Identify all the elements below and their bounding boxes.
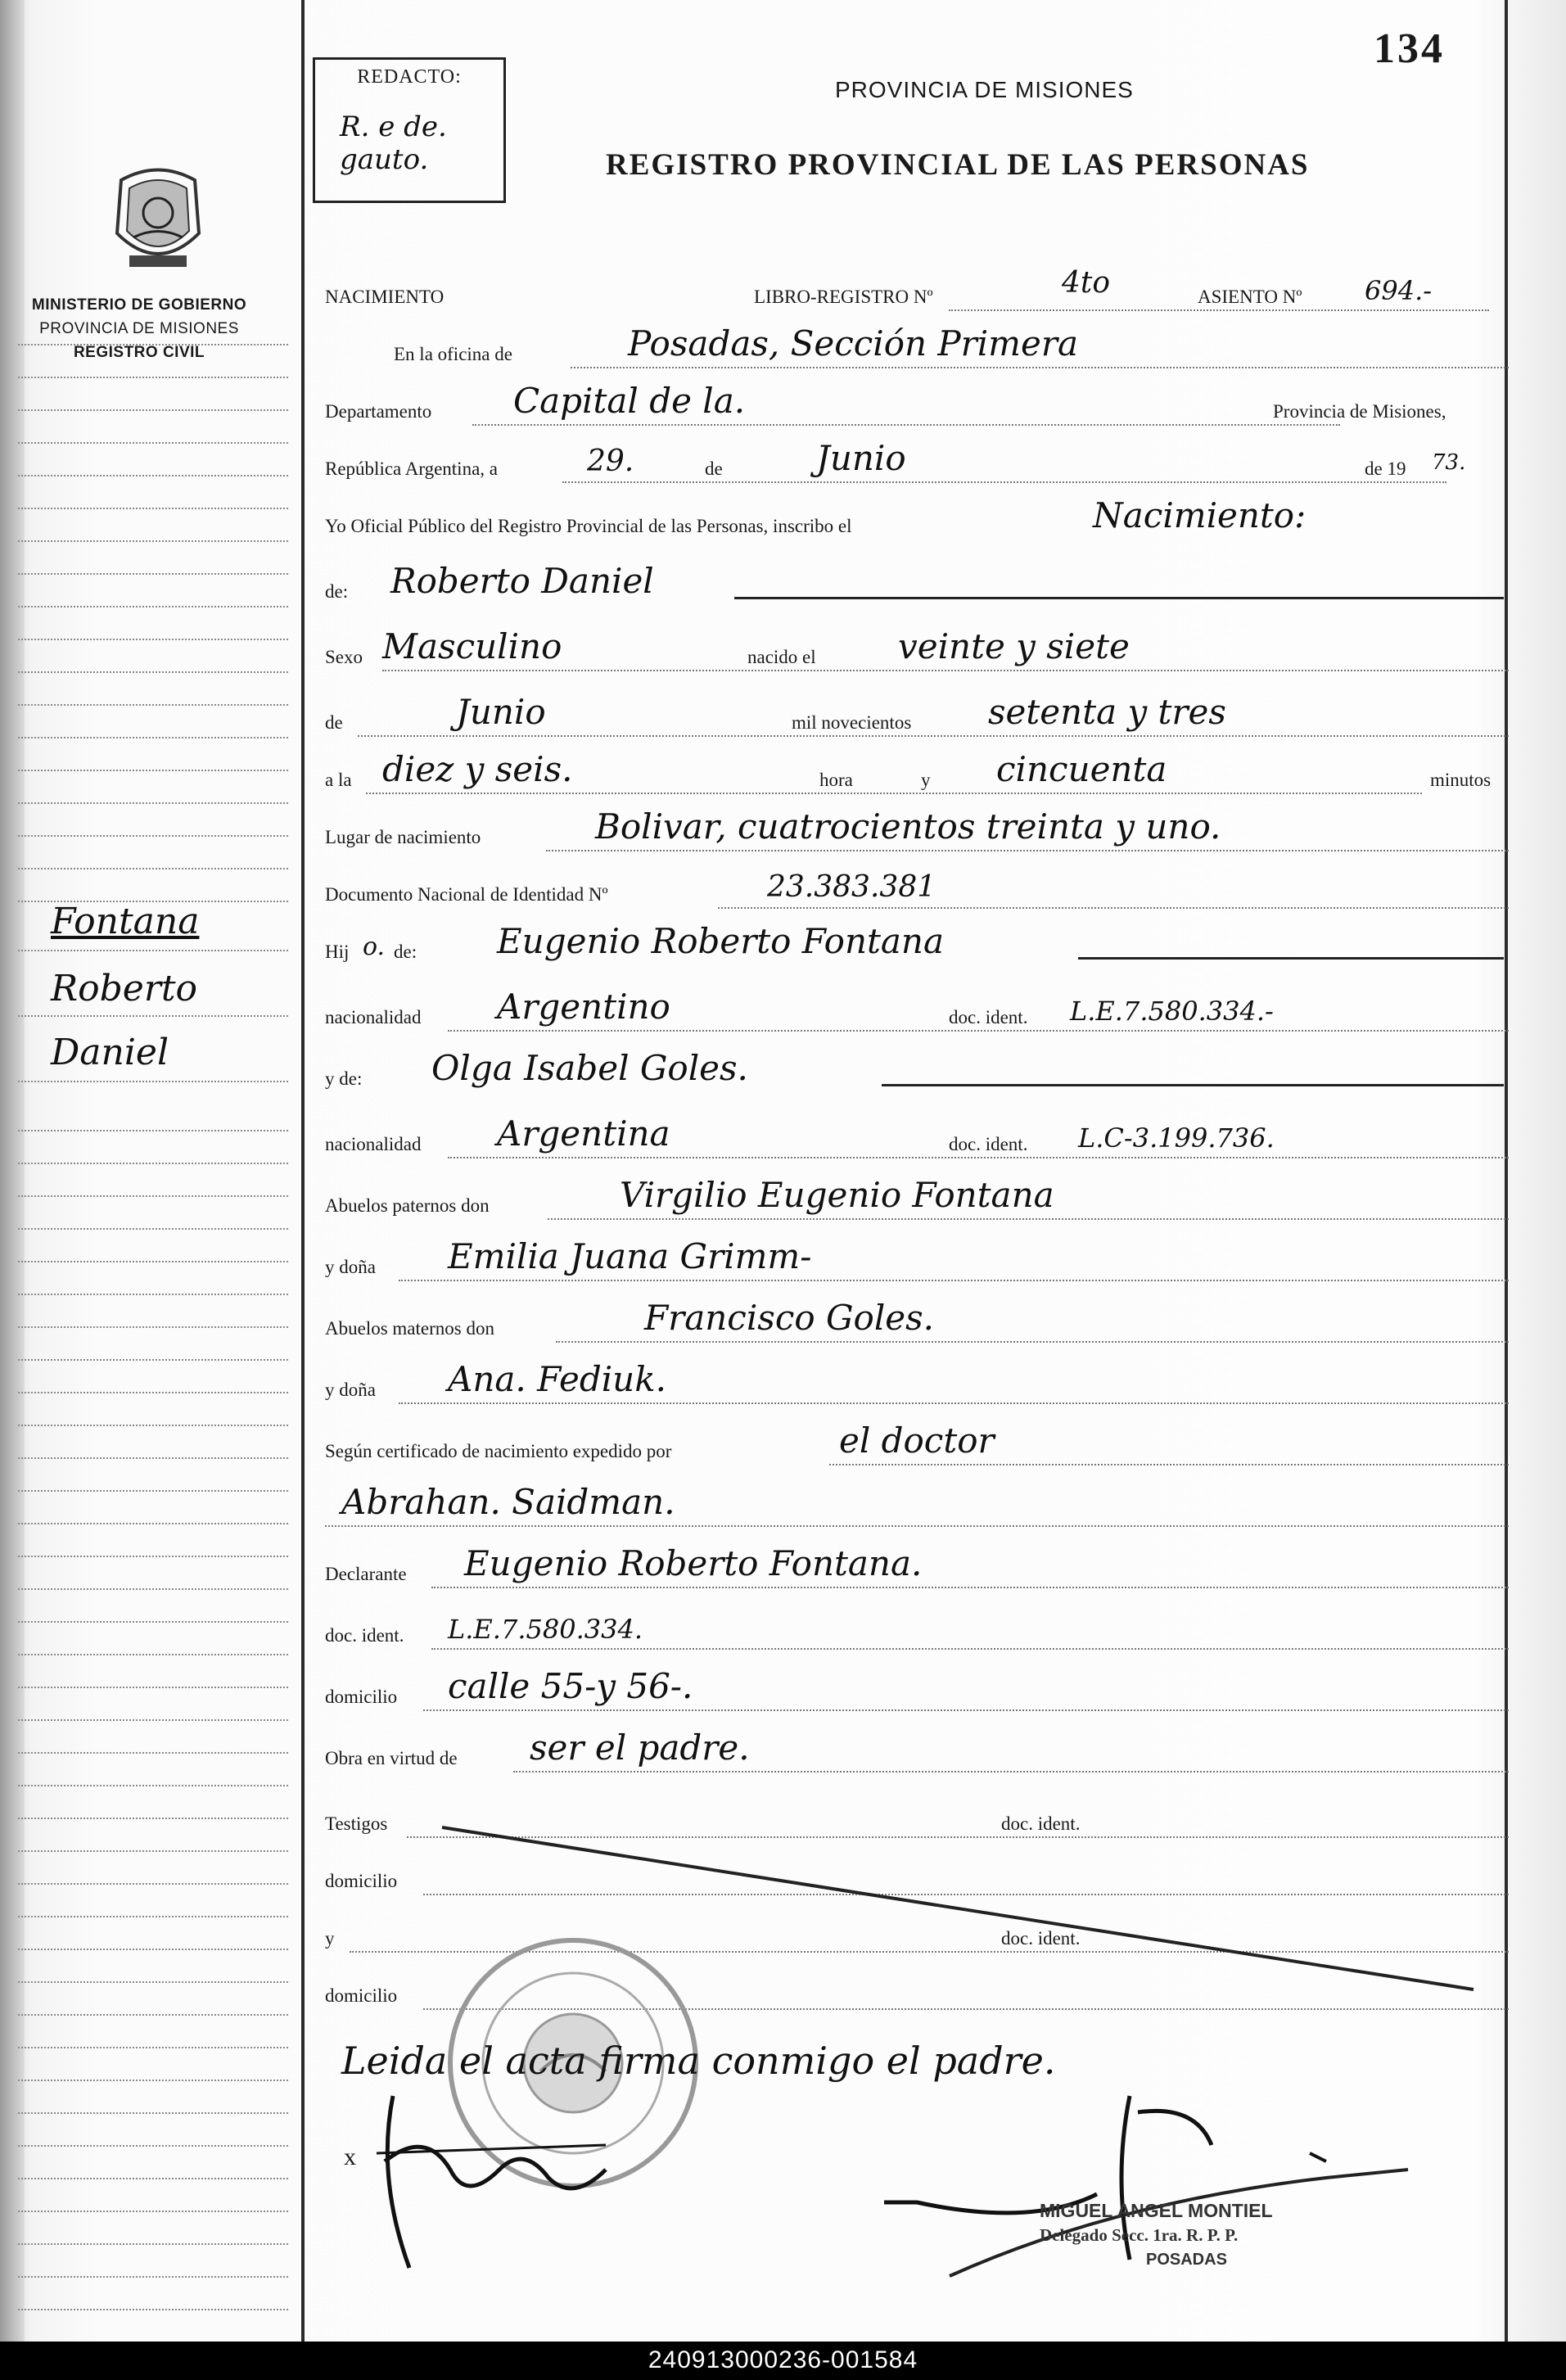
value-abuela-paterna: Emilia Juana Grimm- <box>448 1236 812 1276</box>
label-asiento: ASIENTO Nº <box>1198 287 1302 307</box>
label-provincia-misiones: Provincia de Misiones, <box>1273 401 1446 422</box>
ministry-line-3: REGISTRO CIVIL <box>73 344 205 361</box>
value-domicilio: calle 55-y 56-. <box>448 1666 693 1706</box>
row-certificado-nombre <box>325 1470 1509 1529</box>
row-obra <box>325 1715 1509 1774</box>
label-testigos: Testigos <box>325 1813 388 1834</box>
value-dia: 29. <box>587 445 634 478</box>
label-nacimiento: NACIMIENTO <box>325 287 445 307</box>
label-y-testigo2: y <box>325 1928 335 1949</box>
value-padre-nacionalidad: Argentino <box>497 987 670 1027</box>
label-yo-oficial: Yo Oficial Público del Registro Provincial de las Personas, inscribo el <box>325 516 852 536</box>
redacto-label: REDACTO: <box>357 66 462 88</box>
value-madre-nacionalidad: Argentina <box>497 1113 670 1154</box>
label-y-de: y de: <box>325 1068 363 1089</box>
footer-id: 240913000236-001584 <box>648 2346 918 2373</box>
value-nacido-anio: setenta y tres <box>988 692 1226 732</box>
row-dni <box>325 851 1509 910</box>
label-abuelos-maternos: Abuelos maternos don <box>325 1318 494 1339</box>
label-de-19: de 19 <box>1365 458 1406 479</box>
value-cierre: Leida el acta firma conmigo el padre. <box>341 2039 1056 2083</box>
redacto-box <box>313 57 506 203</box>
value-obra: ser el padre. <box>530 1727 750 1768</box>
label-nacionalidad-madre: nacionalidad <box>325 1134 422 1154</box>
label-segun: Según certificado de nacimiento expedido por <box>325 1441 672 1461</box>
value-departamento: Capital de la. <box>513 381 746 421</box>
label-obra: Obra en virtud de <box>325 1748 458 1768</box>
row-sexo <box>325 614 1509 673</box>
value-libro: 4to <box>1062 266 1111 300</box>
margin-apellido: Fontana <box>51 901 200 942</box>
label-nacido-el: nacido el <box>747 647 816 667</box>
signature-x-mark: x <box>344 2143 356 2170</box>
row-oficial <box>325 483 1509 542</box>
row-abuela-paterna <box>325 1224 1509 1283</box>
value-declarante: Eugenio Roberto Fontana. <box>464 1543 923 1583</box>
label-y-dona-materna: y doña <box>325 1380 376 1400</box>
value-inscribe: Nacimiento: <box>1093 495 1307 535</box>
value-abuela-materna: Ana. Fediuk. <box>448 1359 666 1399</box>
label-oficina: En la oficina de <box>394 344 512 364</box>
label-documento: Documento Nacional de Identidad Nº <box>325 884 608 905</box>
row-madre <box>325 1036 1509 1095</box>
row-nacimiento <box>325 254 1509 313</box>
label-doc-ident-declarante: doc. ident. <box>325 1625 404 1646</box>
label-domicilio: domicilio <box>325 1687 398 1707</box>
declarant-signature-icon <box>360 2080 630 2284</box>
value-nacido-el: veinte y siete <box>898 626 1130 666</box>
value-oficina: Posadas, Sección Primera <box>628 323 1078 364</box>
value-abuelo-materno: Francisco Goles. <box>644 1298 935 1338</box>
row-abuelo-materno <box>325 1285 1509 1344</box>
label-abuelos-paternos: Abuelos paternos don <box>325 1195 490 1216</box>
redacto-value-line-1: R. e de. <box>340 111 447 143</box>
label-hora: hora <box>819 770 853 790</box>
label-nacionalidad-padre: nacionalidad <box>325 1007 422 1027</box>
value-nacido-mes: Junio <box>456 692 546 732</box>
province-title: PROVINCIA DE MISIONES <box>835 77 1134 102</box>
row-abuela-materna <box>325 1347 1509 1406</box>
row-fecha <box>325 426 1509 485</box>
row-hora <box>325 737 1509 796</box>
label-doc-ident-testigo1: doc. ident. <box>1001 1813 1081 1834</box>
row-madre-nac <box>325 1101 1509 1160</box>
row-oficina <box>325 311 1509 370</box>
label-y: y <box>921 770 931 790</box>
value-sexo: Masculino <box>382 626 562 666</box>
label-de: de <box>705 458 723 479</box>
row-departamento <box>325 368 1509 427</box>
officer-name: MIGUEL ANGEL MONTIEL <box>1040 2200 1273 2221</box>
label-republica: República Argentina, a <box>325 458 498 479</box>
label-domicilio-testigo2: domicilio <box>325 1985 398 2006</box>
value-padre: Eugenio Roberto Fontana <box>497 921 944 961</box>
label-hij-de: de: <box>394 942 417 962</box>
value-lugar: Bolivar, cuatrocientos treinta y uno. <box>595 806 1221 847</box>
value-madre: Olga Isabel Goles. <box>431 1048 748 1088</box>
redacto-value-line-2: gauto. <box>340 143 429 176</box>
value-declarante-doc: L.E.7.580.334. <box>448 1614 643 1645</box>
value-dni: 23.383.381 <box>767 870 936 904</box>
footer-id-bar <box>0 2342 1566 2380</box>
value-padre-doc: L.E.7.580.334.- <box>1070 996 1274 1027</box>
row-lugar <box>325 794 1509 853</box>
margin-rule <box>301 0 305 2342</box>
value-asiento: 694.- <box>1365 275 1433 306</box>
row-domicilio <box>325 1654 1509 1713</box>
value-certificado-nombre: Abrahan. Saidman. <box>341 1482 675 1522</box>
registry-title: REGISTRO PROVINCIAL DE LAS PERSONAS <box>606 148 1310 182</box>
page-number: 134 <box>1374 25 1445 72</box>
ministry-block <box>16 293 262 364</box>
label-libro: LIBRO-REGISTRO Nº <box>754 287 933 307</box>
officer-place: POSADAS <box>1146 2251 1227 2269</box>
label-mil-novecientos: mil novecientos <box>792 712 912 733</box>
label-a-la: a la <box>325 770 352 790</box>
label-declarante: Declarante <box>325 1564 407 1584</box>
row-certificado <box>325 1408 1509 1467</box>
margin-nombre-2: Daniel <box>51 1032 169 1073</box>
label-sexo: Sexo <box>325 647 363 667</box>
value-hora: diez y seis. <box>382 749 573 789</box>
row-abuelo-paterno <box>325 1163 1509 1222</box>
value-madre-doc: L.C-3.199.736. <box>1078 1122 1275 1154</box>
label-doc-ident-padre: doc. ident. <box>949 1007 1028 1027</box>
coat-of-arms-icon <box>97 156 219 278</box>
value-minutos: cincuenta <box>996 749 1167 789</box>
label-domicilio-testigo1: domicilio <box>325 1871 398 1891</box>
row-declarante <box>325 1531 1509 1590</box>
label-de-colon: de: <box>325 581 349 602</box>
margin-nombre-1: Roberto <box>51 968 198 1009</box>
row-padre-nac <box>325 974 1509 1033</box>
value-certificado-por: el doctor <box>839 1420 995 1461</box>
ministry-line-2: PROVINCIA DE MISIONES <box>39 320 239 337</box>
value-abuelo-paterno: Virgilio Eugenio Fontana <box>620 1175 1054 1215</box>
label-y-dona-paterna: y doña <box>325 1257 376 1277</box>
row-declarante-doc <box>325 1592 1509 1651</box>
row-padre <box>325 909 1509 968</box>
label-lugar: Lugar de nacimiento <box>325 827 481 847</box>
ministry-line-1: MINISTERIO DE GOBIERNO <box>31 296 247 314</box>
label-departamento: Departamento <box>325 401 432 422</box>
row-nacido-mes <box>325 680 1509 738</box>
value-mes: Junio <box>816 438 906 478</box>
label-doc-ident-madre: doc. ident. <box>949 1134 1028 1154</box>
row-nombre <box>325 549 1509 607</box>
label-doc-ident-testigo2: doc. ident. <box>1001 1928 1081 1949</box>
value-nombre: Roberto Daniel <box>390 561 654 601</box>
label-de-mes: de <box>325 712 343 733</box>
label-minutos: minutos <box>1430 770 1492 790</box>
label-hij: Hij <box>325 942 350 962</box>
redacto-value <box>340 111 447 176</box>
value-hij-suffix: o. <box>363 933 386 961</box>
value-anio: 73. <box>1432 450 1466 475</box>
officer-name-stamp <box>1040 2198 1273 2272</box>
officer-title: Delegado Secc. 1ra. R. P. P. <box>1040 2225 1239 2245</box>
